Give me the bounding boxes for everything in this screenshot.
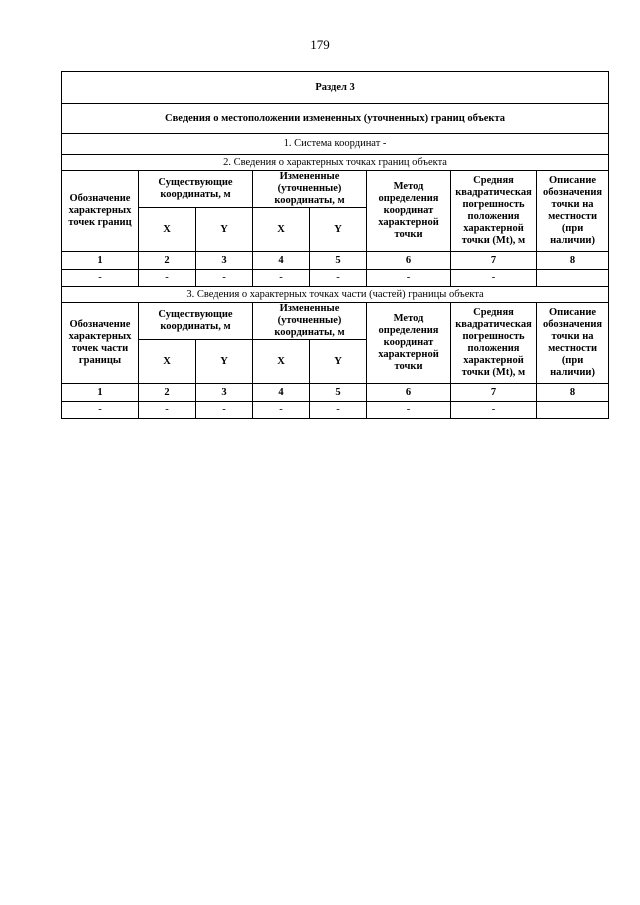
table2-num-7: 7 — [451, 384, 537, 402]
table1-col-method: Метод определения координат характерной точки — [367, 171, 451, 252]
table1-caption: 2. Сведения о характерных точках границ объекта — [62, 155, 609, 171]
table2-header-row — [62, 303, 609, 340]
table1-num-5: 5 — [310, 252, 367, 270]
table2-cell: - — [310, 402, 367, 419]
table2-cell: - — [451, 402, 537, 419]
table1-changed-x: X — [253, 208, 310, 252]
table1-caption-row — [62, 155, 609, 171]
table2-cell — [537, 402, 609, 419]
coordinate-system: 1. Система координат - — [62, 134, 609, 155]
table1-num-1: 1 — [62, 252, 139, 270]
table1-cell: - — [367, 270, 451, 287]
table1-col-existing: Существующие координаты, м — [139, 171, 253, 208]
page-number: 179 — [310, 37, 330, 52]
section-title: Раздел 3 — [62, 72, 609, 104]
table2-col-description: Описание обозначения точки на местности (при наличии) — [537, 303, 609, 384]
table2-caption: 3. Сведения о характерных точках части (частей) границы объекта — [62, 287, 609, 303]
table2-cell: - — [139, 402, 196, 419]
table1-col-changed: Измененные (уточненные) координаты, м — [253, 171, 367, 208]
table2-col-designation: Обозначение характерных точек части границы — [62, 303, 139, 384]
table2-num-8: 8 — [537, 384, 609, 402]
table1-col-description: Описание обозначения точки на местности (при наличии) — [537, 171, 609, 252]
table1-cell: - — [62, 270, 139, 287]
table2-col-changed: Измененные (уточненные) координаты, м — [253, 303, 367, 340]
table1-num-4: 4 — [253, 252, 310, 270]
table2-num-3: 3 — [196, 384, 253, 402]
table1-col-designation: Обозначение характерных точек границ — [62, 171, 139, 252]
table2-num-5: 5 — [310, 384, 367, 402]
table2-caption-row — [62, 287, 609, 303]
table2-col-error: Средняя квадратическая погрешность положения характерной точки (Mt), м — [451, 303, 537, 384]
table1-cell: - — [451, 270, 537, 287]
table2-num-2: 2 — [139, 384, 196, 402]
table2-cell: - — [196, 402, 253, 419]
table2-existing-y: Y — [196, 340, 253, 384]
section-title-row — [62, 72, 609, 104]
table1-num-3: 3 — [196, 252, 253, 270]
section-subtitle: Сведения о местоположении измененных (уточненных) границ объекта — [62, 104, 609, 134]
table2-num-6: 6 — [367, 384, 451, 402]
table2-number-row — [62, 384, 609, 402]
table-row — [62, 402, 609, 419]
table1-cell: - — [196, 270, 253, 287]
table1-existing-y: Y — [196, 208, 253, 252]
table1-changed-y: Y — [310, 208, 367, 252]
table1-header-row — [62, 171, 609, 208]
table2-col-existing: Существующие координаты, м — [139, 303, 253, 340]
table1-num-8: 8 — [537, 252, 609, 270]
table1-num-7: 7 — [451, 252, 537, 270]
table1-cell: - — [253, 270, 310, 287]
table1-number-row — [62, 252, 609, 270]
table1-cell: - — [139, 270, 196, 287]
table2-changed-y: Y — [310, 340, 367, 384]
table2-changed-x: X — [253, 340, 310, 384]
table1-cell — [537, 270, 609, 287]
coordinate-system-row — [62, 134, 609, 155]
table2-num-1: 1 — [62, 384, 139, 402]
table2-num-4: 4 — [253, 384, 310, 402]
table2-col-method: Метод определения координат характерной точки — [367, 303, 451, 384]
table2-cell: - — [367, 402, 451, 419]
table2-existing-x: X — [139, 340, 196, 384]
table1-existing-x: X — [139, 208, 196, 252]
table1-cell: - — [310, 270, 367, 287]
table1-col-error: Средняя квадратическая погрешность положения характерной точки (Mt), м — [451, 171, 537, 252]
table2-cell: - — [62, 402, 139, 419]
table2-cell: - — [253, 402, 310, 419]
table1-num-2: 2 — [139, 252, 196, 270]
table1-num-6: 6 — [367, 252, 451, 270]
table-row — [62, 270, 609, 287]
section-subtitle-row — [62, 104, 609, 134]
boundary-table — [61, 71, 609, 419]
